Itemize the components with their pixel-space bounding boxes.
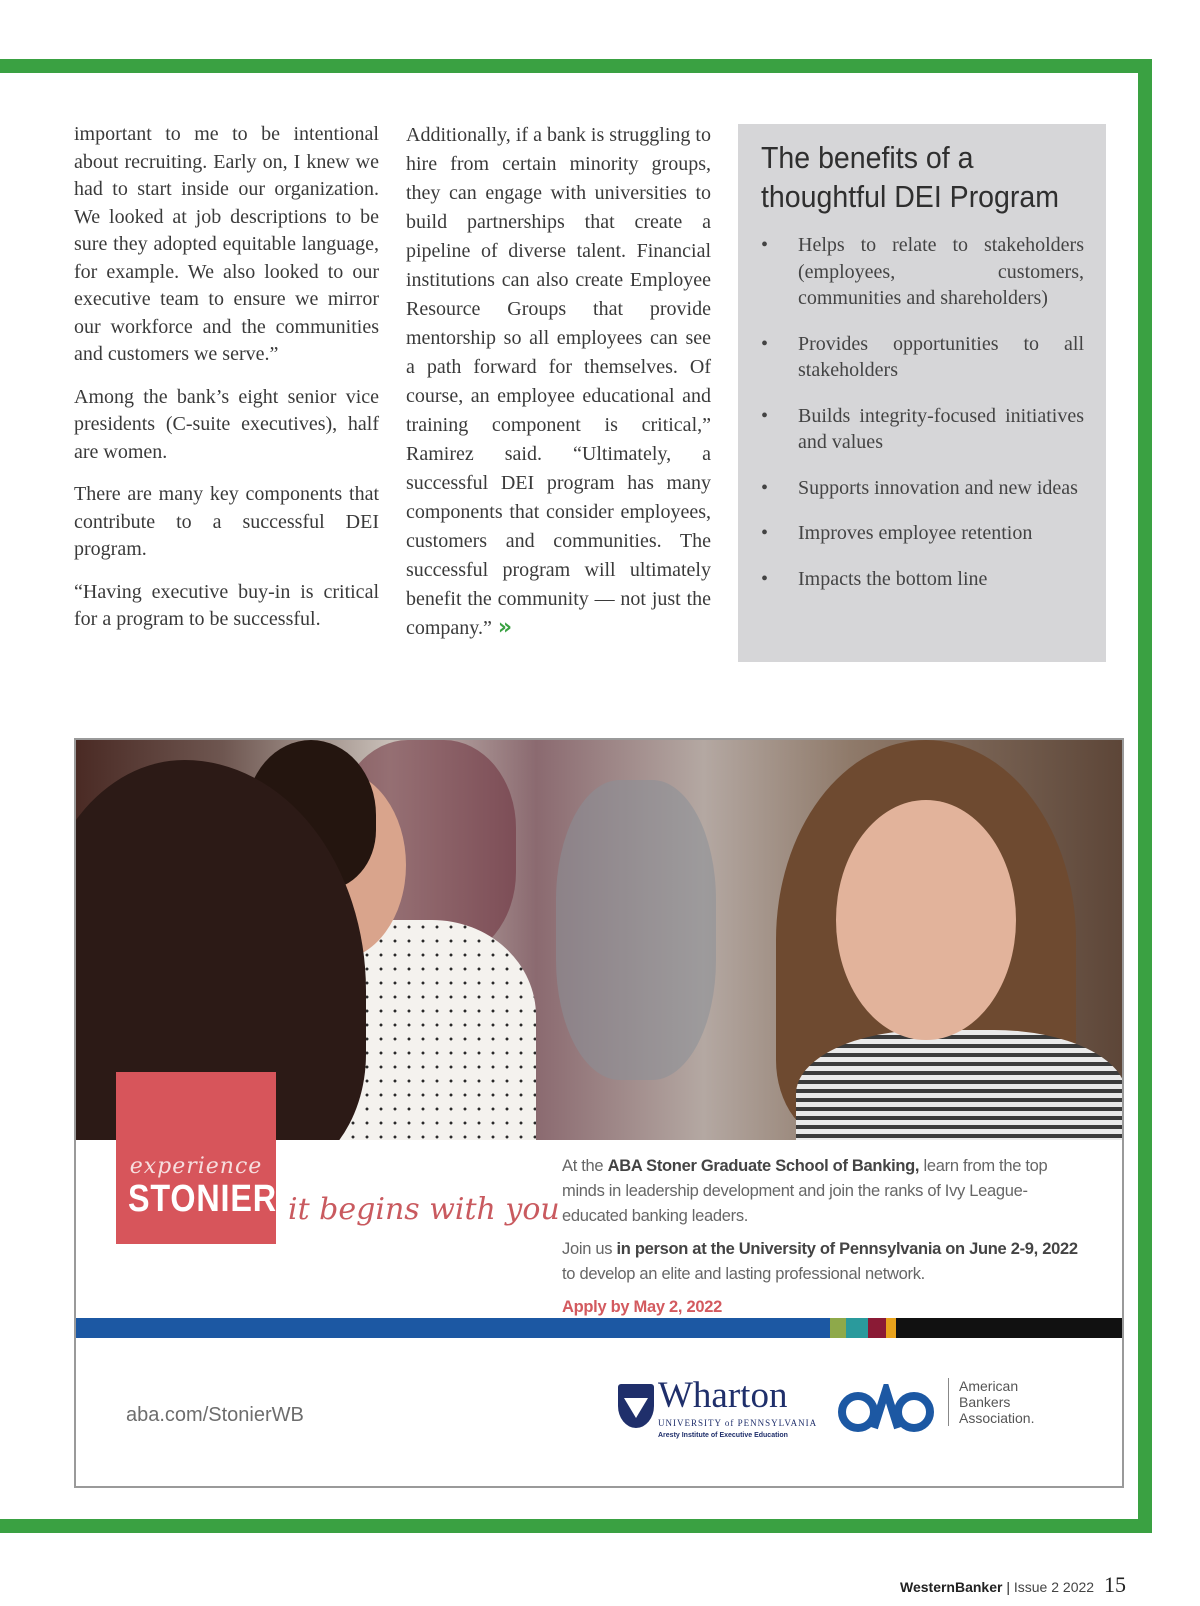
list-item xyxy=(761,520,1084,547)
story-end-chevron-icon: » xyxy=(497,615,509,640)
list-item xyxy=(761,232,1084,312)
aba-line: American xyxy=(959,1378,1019,1394)
color-stripe xyxy=(76,1318,1122,1338)
aba-line: Bankers xyxy=(959,1394,1011,1410)
aba-logo xyxy=(838,1378,1078,1438)
stonier-script: experience xyxy=(129,1154,263,1179)
aba-wordmark xyxy=(948,1378,1034,1426)
bullet-icon: • xyxy=(761,404,769,427)
footer-separator: | xyxy=(1002,1579,1014,1595)
page-number: 15 xyxy=(1104,1572,1127,1597)
list-item xyxy=(761,331,1084,384)
paragraph: important to me to be intentional about recruiting. Early on, I knew we had to start inside our organization. We looked at job descriptions to be sure they adopted equitable language, for example. We also looked to our executive team to ensure we mirror our workforce and the communities and customers we serve.” xyxy=(74,123,379,365)
list-item xyxy=(761,475,1084,502)
paragraph xyxy=(406,121,711,643)
paragraph: Among the bank’s eight senior vice presidents (C-suite executives), half are women. xyxy=(74,385,379,463)
ad-copy xyxy=(562,1154,1082,1328)
text: At the xyxy=(562,1157,608,1175)
publication-name: WesternBanker xyxy=(900,1579,1003,1595)
photo-background-blur xyxy=(556,780,716,1080)
bullet-icon: • xyxy=(761,332,769,355)
event-dates: in person at the University of Pennsylvania on June 2-9, 2022 xyxy=(616,1240,1078,1258)
photo-person-face xyxy=(836,800,1016,1040)
wharton-institute: Aresty Institute of Executive Education xyxy=(658,1432,788,1439)
text: learn from the top minds in leadership development and join the ranks of Ivy League-educated banking leaders. xyxy=(562,1157,1048,1225)
stripe-segment xyxy=(886,1318,896,1338)
ad-copy-paragraph xyxy=(562,1154,1082,1229)
text: to develop an elite and lasting professional network. xyxy=(562,1265,925,1283)
paragraph: There are many key components that contribute to a successful DEI program. xyxy=(74,483,379,560)
bullet-icon: • xyxy=(761,234,769,256)
text: Join us xyxy=(562,1240,617,1258)
page-footer xyxy=(900,1572,1126,1598)
ad-copy-paragraph xyxy=(562,1237,1082,1287)
wharton-wordmark: Wharton xyxy=(658,1375,788,1416)
stonier-advertisement[interactable] xyxy=(74,738,1124,1488)
list-item xyxy=(761,403,1084,456)
list-item-text: Supports innovation and new ideas xyxy=(798,476,1078,499)
bullet-icon: • xyxy=(761,476,769,499)
stripe-segment xyxy=(830,1318,846,1338)
stonier-logo-box xyxy=(116,1072,276,1244)
sidebar-title-text: The benefits of a thoughtful DEI Program xyxy=(761,140,1060,214)
list-item xyxy=(761,566,1084,593)
article-column-2 xyxy=(406,121,711,658)
bullet-icon: • xyxy=(761,567,769,590)
apply-deadline: Apply by May 2, 2022 xyxy=(562,1298,722,1316)
sidebar-title xyxy=(761,138,1058,216)
list-item-text: Improves employee retention xyxy=(798,522,1033,544)
wharton-shield-icon xyxy=(618,1384,654,1428)
article-column-1 xyxy=(74,121,379,649)
list-item-text: Impacts the bottom line xyxy=(798,567,988,590)
wharton-logo xyxy=(618,1375,818,1444)
issue-label: Issue 2 2022 xyxy=(1013,1579,1095,1595)
ad-tagline: it begins with you xyxy=(288,1192,560,1227)
list-item-text: Provides opportunities to all stakeholders xyxy=(798,332,1084,381)
stripe-segment xyxy=(896,1318,1122,1338)
stripe-segment xyxy=(846,1318,868,1338)
wharton-university: UNIVERSITY of PENNSYLVANIA xyxy=(658,1418,818,1428)
bullet-icon: • xyxy=(761,522,769,544)
photo-person-top xyxy=(796,1030,1122,1140)
paragraph-text: Additionally, if a bank is struggling to hire from certain minority groups, they can engage with universities to build partnerships that create a pipeline of diverse talent. Financial institutions can also create Employee Resource Groups that provide mentorship so all employees can see a path forward for themselves. Of course, an employee educational and training component is critical,” Ramirez said. “Ultimately, a successful DEI program has many components that consider employees, customers and communities. The successful program will ultimately benefit the community — not just the company.” xyxy=(406,124,711,639)
school-name: ABA Stoner Graduate School of Banking, xyxy=(607,1157,920,1175)
stonier-wordmark: STONIER xyxy=(128,1178,277,1220)
dei-benefits-sidebar xyxy=(738,124,1106,662)
aba-mark-icon xyxy=(838,1384,938,1432)
list-item-text: Helps to relate to stakeholders (employees, customers, communities and shareholders) xyxy=(798,234,1084,309)
ad-url-link[interactable]: aba.com/StonierWB xyxy=(126,1404,304,1426)
stripe-segment xyxy=(868,1318,886,1338)
aba-line: Association. xyxy=(959,1410,1035,1426)
benefits-list xyxy=(761,232,1084,592)
paragraph: “Having executive buy-in is critical for a program to be successful. xyxy=(74,580,379,630)
list-item-text: Builds integrity-focused initiatives and values xyxy=(798,404,1084,453)
